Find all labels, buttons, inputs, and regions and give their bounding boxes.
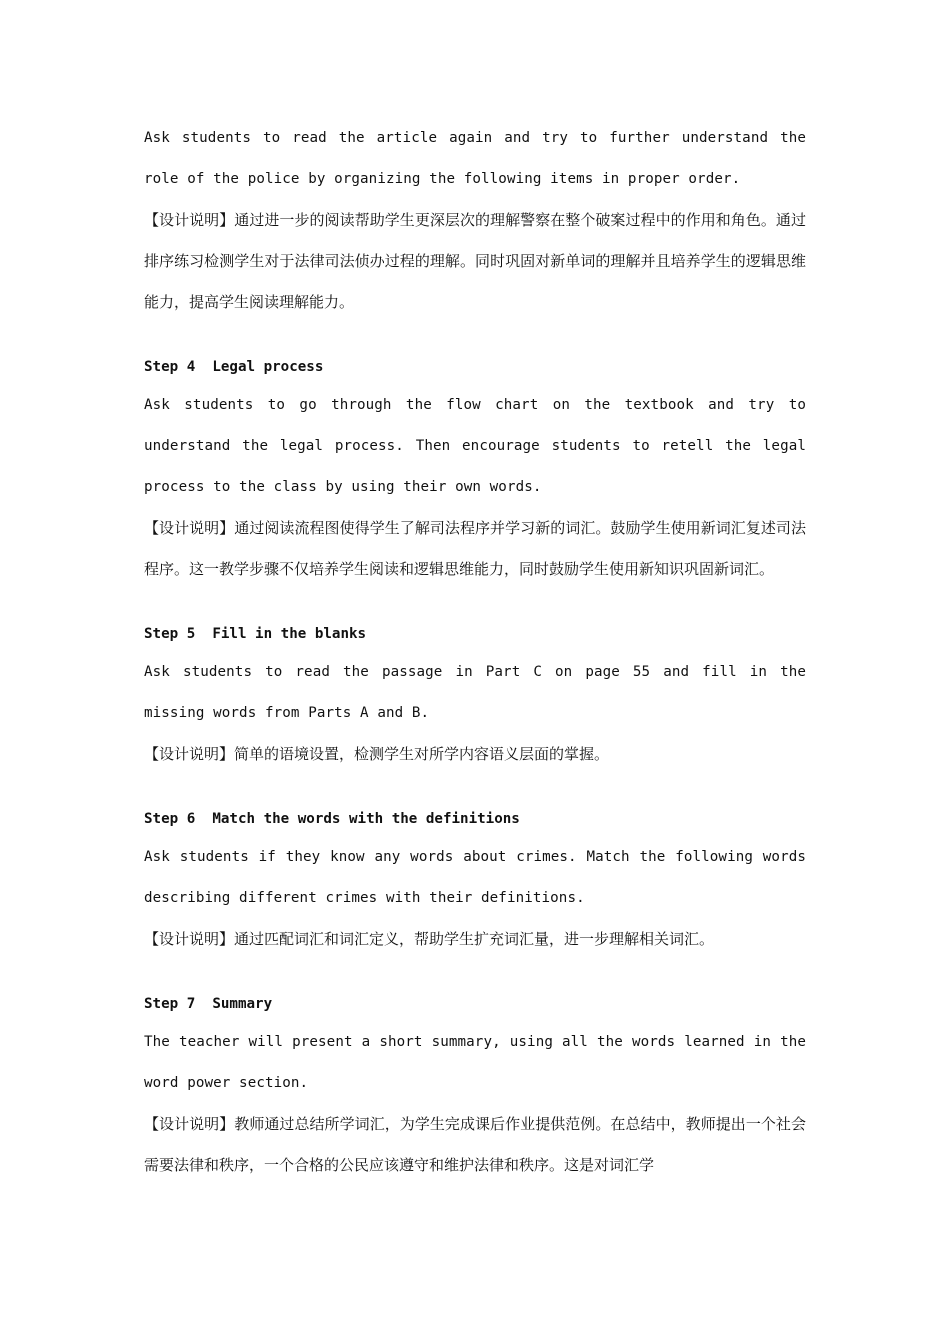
design-note-label: 【设计说明】: [144, 211, 235, 229]
design-note-text: 教师通过总结所学词汇，为学生完成课后作业提供范例。在总结中，教师提出一个社会需要法律和秩序，一个合格的公民应该遵守和维护法律和秩序。这是对词汇学: [144, 1115, 806, 1174]
design-note-label: 【设计说明】: [144, 1115, 235, 1133]
step-design-note: [144, 734, 806, 775]
step-7-section: [144, 986, 806, 1186]
step-5-section: [144, 616, 806, 775]
intro-paragraph: Ask students to read the article again and try to further understand the role of the police by organizing the following items in proper order.: [144, 130, 806, 187]
section-gap: [144, 590, 806, 616]
section-gap: [144, 960, 806, 986]
step-design-note: [144, 508, 806, 590]
step-heading: Step 4 Legal process: [144, 359, 324, 375]
step-6-section: [144, 801, 806, 960]
section-gap: [144, 775, 806, 801]
design-note-text: 通过进一步的阅读帮助学生更深层次的理解警察在整个破案过程中的作用和角色。通过排序练习检测学生对于法律司法侦办过程的理解。同时巩固对新单词的理解并且培养学生的逻辑思维能力，提高学生阅读理解能力。: [144, 211, 806, 311]
design-note-text: 通过匹配词汇和词汇定义，帮助学生扩充词汇量，进一步理解相关词汇。: [234, 930, 715, 948]
step-heading: Step 7 Summary: [144, 996, 273, 1012]
design-note-label: 【设计说明】: [144, 745, 235, 763]
intro-design-note: [144, 200, 806, 323]
step-4-section: [144, 349, 806, 590]
design-note-text: 简单的语境设置，检测学生对所学内容语义层面的掌握。: [234, 745, 610, 763]
design-note-text: 通过阅读流程图使得学生了解司法程序并学习新的词汇。鼓励学生使用新词汇复述司法程序。这一教学步骤不仅培养学生阅读和逻辑思维能力，同时鼓励学生使用新知识巩固新词汇。: [144, 519, 806, 578]
step-paragraph: Ask students to go through the flow chart on the textbook and try to understand the legal process. Then encourage students to retell the legal process to the class by using their own words.: [144, 397, 806, 495]
design-note-label: 【设计说明】: [144, 930, 235, 948]
document-body: [144, 118, 806, 1186]
step-heading: Step 6 Match the words with the definitions: [144, 811, 520, 827]
design-note-label: 【设计说明】: [144, 519, 235, 537]
step-design-note: [144, 919, 806, 960]
section-gap: [144, 323, 806, 349]
step-design-note: [144, 1104, 806, 1186]
step-paragraph: The teacher will present a short summary, using all the words learned in the word power section.: [144, 1034, 806, 1091]
step-paragraph: Ask students if they know any words about crimes. Match the following words describing different crimes with their definitions.: [144, 849, 806, 906]
step-paragraph: Ask students to read the passage in Part C on page 55 and fill in the missing words from Parts A and B.: [144, 664, 806, 721]
step-heading: Step 5 Fill in the blanks: [144, 626, 367, 642]
